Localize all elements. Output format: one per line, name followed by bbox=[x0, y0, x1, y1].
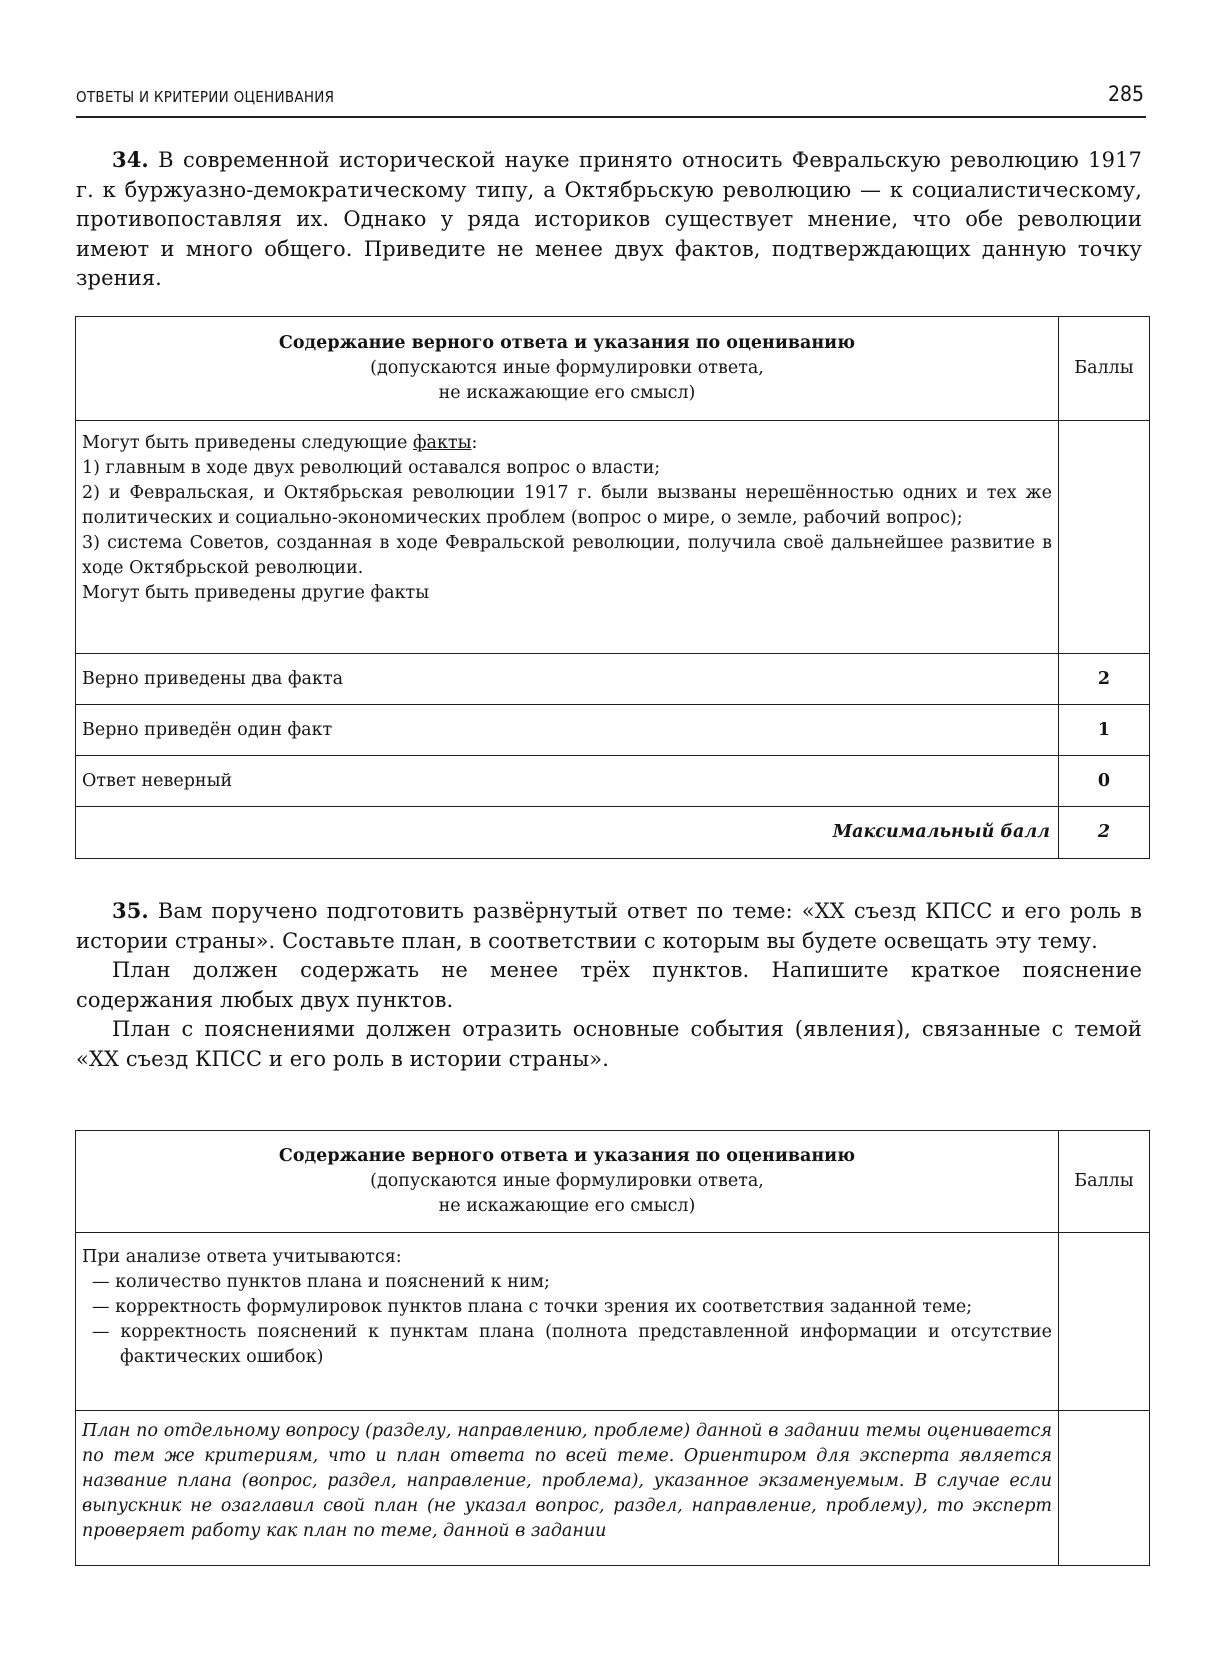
question-35-para-3: План с пояснениями должен отразить основные события (явления), связанные с темой «XX съезд КПСС и его роль в истории страны». bbox=[76, 1017, 1142, 1071]
empty-score-cell bbox=[1059, 421, 1150, 654]
criteria-intro: При анализе ответа учитываются: bbox=[82, 1247, 402, 1267]
criterion-label: Верно приведён один факт bbox=[76, 705, 1059, 756]
max-score-value: 2 bbox=[1059, 807, 1150, 859]
table-body-row bbox=[76, 1411, 1150, 1566]
header-line-2: (допускаются иные формулировки ответа, bbox=[370, 358, 764, 378]
header-score-cell: Баллы bbox=[1059, 1131, 1150, 1233]
question-35-para-2: План должен содержать не менее трёх пунктов. Напишите краткое пояснение содержания любых двух пунктов. bbox=[76, 958, 1142, 1012]
running-head bbox=[76, 84, 1146, 118]
empty-score-cell bbox=[1059, 1233, 1150, 1411]
header-content-cell bbox=[76, 1131, 1059, 1233]
criteria-item: — корректность пояснений к пунктам плана (полнота представленной информации и отсутствие фактических ошибок) bbox=[92, 1322, 1052, 1367]
question-34-body: В современной исторической науке принято относить Февральскую революцию 1917 г. к буржуазно-демократическому типу, а Октябрьскую революцию — к социалистическому, противопоставляя их. Однако у ряда историков существует мнение, что обе революции имеют и много общего. Приведите не менее двух фактов, подтверждающих данную точку зрения. bbox=[76, 148, 1142, 290]
header-line-1: Содержание верного ответа и указания по оцениванию bbox=[278, 333, 856, 353]
criterion-label: Ответ неверный bbox=[76, 756, 1059, 807]
header-line-3: не искажающие его смысл) bbox=[438, 383, 696, 403]
empty-score-cell bbox=[1059, 1411, 1150, 1566]
max-score-label: Максимальный балл bbox=[76, 807, 1059, 859]
criterion-score: 1 bbox=[1059, 705, 1150, 756]
header-line-1: Содержание верного ответа и указания по оцениванию bbox=[278, 1146, 856, 1166]
question-34-text bbox=[76, 145, 1142, 294]
question-35-text bbox=[76, 896, 1142, 1074]
max-score-row bbox=[76, 807, 1150, 859]
criterion-label: Верно приведены два факта bbox=[76, 654, 1059, 705]
question-35-body: Вам поручено подготовить развёрнутый ответ по теме: «XX съезд КПСС и его роль в истории страны». Составьте план, в соответствии с которым вы будете освещать эту тему. bbox=[76, 899, 1142, 953]
criterion-score: 0 bbox=[1059, 756, 1150, 807]
criteria-cell bbox=[76, 1233, 1059, 1411]
facts-intro: Могут быть приведены следующие факты: bbox=[82, 433, 478, 453]
criteria-table-34 bbox=[75, 316, 1150, 859]
header-line-3: не искажающие его смысл) bbox=[438, 1196, 696, 1216]
facts-underlined: факты bbox=[412, 433, 472, 453]
criteria-item: — количество пунктов плана и пояснений к ним; bbox=[92, 1272, 550, 1292]
table-row bbox=[76, 654, 1150, 705]
fact-item: 3) система Советов, созданная в ходе Февральской революции, получила своё дальнейшее развитие в ходе Октябрьской революции. bbox=[82, 533, 1052, 578]
facts-outro: Могут быть приведены другие факты bbox=[82, 583, 430, 603]
header-line-2: (допускаются иные формулировки ответа, bbox=[370, 1171, 764, 1191]
header-content-cell bbox=[76, 317, 1059, 421]
criteria-table-35 bbox=[75, 1130, 1150, 1566]
question-35-number: 35. bbox=[112, 898, 149, 923]
page-number: 285 bbox=[1107, 82, 1144, 106]
table-header-row bbox=[76, 317, 1150, 421]
table-row bbox=[76, 756, 1150, 807]
table-row bbox=[76, 705, 1150, 756]
answer-content-cell bbox=[76, 421, 1059, 654]
criteria-item: — корректность формулировок пунктов плана с точки зрения их соответствия заданной теме; bbox=[92, 1297, 973, 1317]
question-34-number: 34. bbox=[112, 147, 149, 172]
running-head-title: ОТВЕТЫ И КРИТЕРИИ ОЦЕНИВАНИЯ bbox=[76, 88, 335, 106]
table-header-row bbox=[76, 1131, 1150, 1233]
criterion-score: 2 bbox=[1059, 654, 1150, 705]
fact-item: 2) и Февральская, и Октябрьская революции 1917 г. были вызваны нерешённостью одних и тех же политических и социально-экономических проблем (вопрос о мире, о земле, рабочий вопрос); bbox=[82, 483, 1052, 528]
table-body-row bbox=[76, 1233, 1150, 1411]
header-score-cell: Баллы bbox=[1059, 317, 1150, 421]
expert-note-cell: План по отдельному вопросу (разделу, направлению, проблеме) данной в задании темы оценивается по тем же критериям, что и план ответа по всей теме. Ориентиром для эксперта является название плана (вопрос, раздел, направление, проблема), указанное экзаменуемым. В случае если выпускник не озаглавил свой план (не указал вопрос, раздел, направление, проблему), то эксперт проверяет работу как план по теме, данной в задании bbox=[76, 1411, 1059, 1566]
fact-item: 1) главным в ходе двух революций оставался вопрос о власти; bbox=[82, 458, 661, 478]
table-body-row bbox=[76, 421, 1150, 654]
